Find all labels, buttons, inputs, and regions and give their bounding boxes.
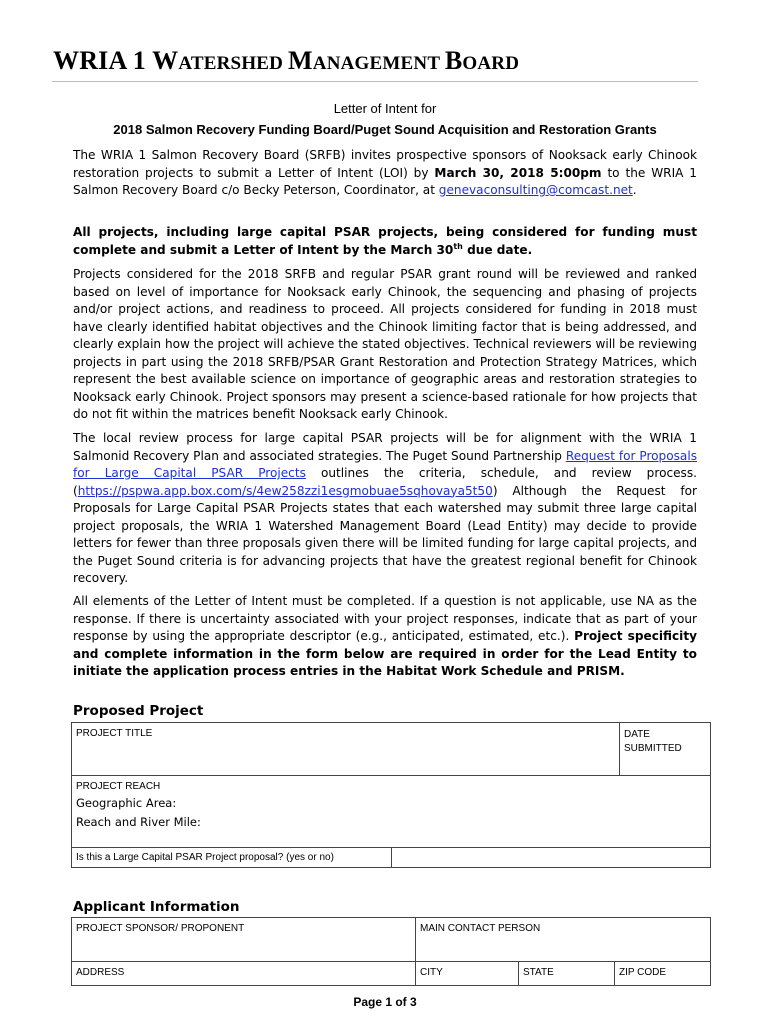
intro-paragraph: The WRIA 1 Salmon Recovery Board (SRFB) invites prospective sponsors of Nooksack early Chinook restoration projects to submit a Letter of Intent (LOI) by March 30, 2018 5:00pm to the WRIA 1 Salmon Recovery Board c/o Becky Peterson, Coordinator, at genevaconsulting@comcast.net. xyxy=(73,148,697,197)
project-reach-field[interactable]: PROJECT REACH Geographic Area: Reach and River Mile: xyxy=(71,775,711,848)
board-title: WRIA 1 WATERSHED MANAGEMENT BOARD xyxy=(53,46,520,75)
rfp-link[interactable]: Request for Proposals for Large Capital PSAR Projects xyxy=(73,448,697,480)
email-link[interactable]: genevaconsulting@comcast.net xyxy=(438,183,633,197)
box-url-link[interactable]: https://pspwa.app.box.com/s/4ew258zzi1esgmobuae5sqhovaya5t50 xyxy=(77,483,493,498)
address-field[interactable]: ADDRESS xyxy=(71,961,416,986)
state-field[interactable]: STATE xyxy=(518,961,615,986)
project-title-field[interactable]: PROJECT TITLE xyxy=(71,722,620,776)
page-number: Page 1 of 3 xyxy=(353,995,417,1009)
letter-heading: Letter of Intent for xyxy=(333,101,437,116)
review-criteria-paragraph: Projects considered for the 2018 SRFB and regular PSAR grant round will be reviewed and ranked based on level of importance for Nooksack early Chinook, the sequencing and phasing of projects and/or project actions, and readiness to proceed. All projects considered for funding in 2018 must have clearly identified habitat objectives and the Chinook limiting factor that is being addressed, and clearly explain how the project will achieve the stated objectives. Technical reviewers will be reviewing projects in part using the 2018 SRFB/PSAR Grant Restoration and Protection Strategy Matrices, which represent the best available science on importance of geographic areas and restoration strategies to Nooksack early Chinook. Project sponsors may present a science-based rationale for how projects that do not fit within the matrices benefit Nooksack early Chinook. xyxy=(73,267,697,421)
city-field[interactable]: CITY xyxy=(415,961,519,986)
header-divider xyxy=(52,81,698,82)
main-contact-field[interactable]: MAIN CONTACT PERSON xyxy=(415,917,711,962)
local-review-paragraph: The local review process for large capital PSAR projects will be for alignment with the WRIA 1 Salmonid Recovery Plan and associated strategies. The Puget Sound Partnership Request for Proposals for Large Capital PSAR Projects outlines the criteria, schedule, and review process. (https://pspwa.app.box.com/s/4ew258zzi1esgmobuae5sqhovaya5t50) Although the Request for Proposals for Large Capital PSAR Projects states that each watershed may submit three large capital project proposals, the WRIA 1 Watershed Management Board (Lead Entity) may decide to provide letters for fewer than three proposals given there will be limited funding for large capital projects, and the Puget Sound criteria is for advancing projects that have the greatest regional benefit for Chinook recovery. xyxy=(73,431,697,585)
proposed-project-heading: Proposed Project xyxy=(73,703,204,719)
deadline-text: March 30, 2018 5:00pm xyxy=(434,165,602,180)
sponsor-field[interactable]: PROJECT SPONSOR/ PROPONENT xyxy=(71,917,416,962)
date-submitted-field[interactable]: DATE SUBMITTED xyxy=(619,722,711,776)
letter-subheading: 2018 Salmon Recovery Funding Board/Puget Sound Acquisition and Restoration Grants xyxy=(113,122,657,137)
applicant-info-heading: Applicant Information xyxy=(73,899,240,915)
requirement-text: Project specificity and complete information in the form below are required in order for the Lead Entity to initiate the application process entries in the Habitat Work Schedule and PRISM. xyxy=(73,629,697,678)
notice-paragraph: All projects, including large capital PSAR projects, being considered for funding must complete and submit a Letter of Intent by the March 30th due date. xyxy=(73,225,697,257)
zip-code-field[interactable]: ZIP CODE xyxy=(614,961,711,986)
large-capital-answer-field[interactable] xyxy=(391,847,711,868)
large-capital-question: Is this a Large Capital PSAR Project proposal? (yes or no) xyxy=(71,847,392,868)
completion-paragraph: All elements of the Letter of Intent must be completed. If a question is not applicable, use NA as the response. If there is uncertainty associated with your project responses, indicate that as part of your response by using the appropriate descriptor (e.g., anticipated, estimated, etc.). Project specificity and complete information in the form below are required in order for the Lead Entity to initiate the application process entries in the Habitat Work Schedule and PRISM. xyxy=(73,594,697,678)
